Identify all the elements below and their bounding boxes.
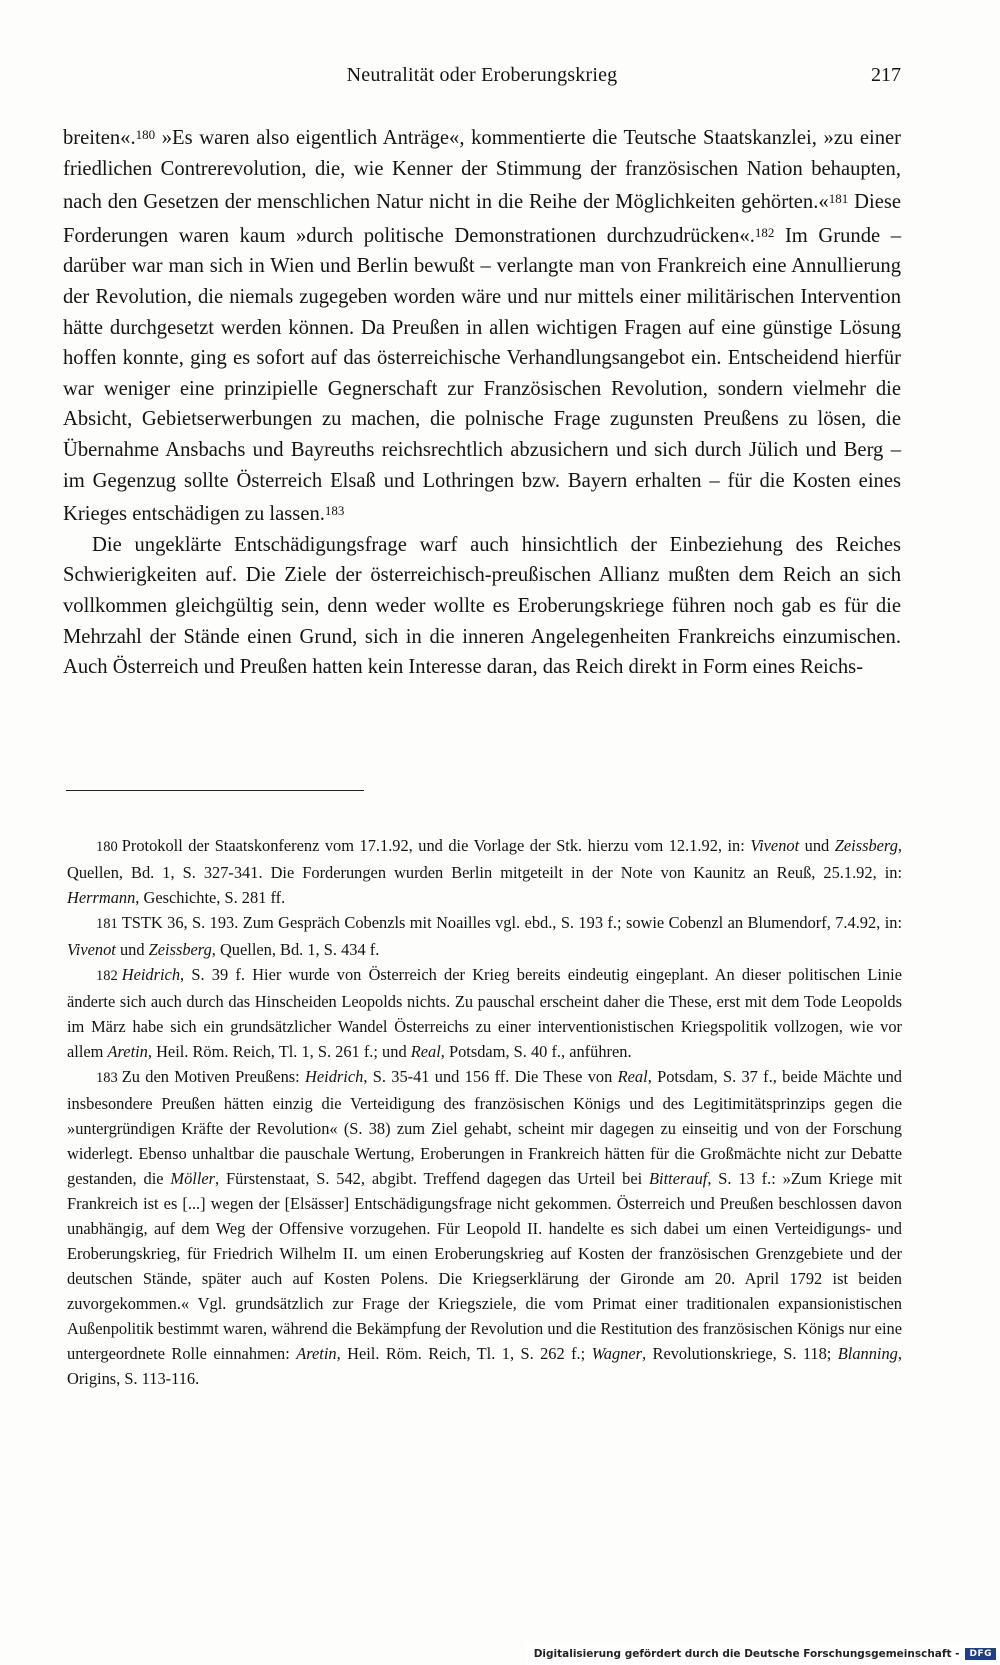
text-run: breiten«. (63, 127, 136, 149)
digitization-footer (526, 1643, 1000, 1665)
author-name: Bitterauf (649, 1169, 708, 1188)
text-run: , Geschichte, S. 281 ff. (135, 888, 286, 907)
text-run: Im Grunde – darüber war man sich in Wien und Berlin bewußt – verlangte man von Frankreich eine Annullierung der Revolution, die niemals zugegeben worden wäre und nur mittels einer militärischen Intervention hätte durchgesetzt werden können. Da Preußen in allen wichtigen Fragen auf eine günstige Lösung hoffen konnte, ging es sofort auf das österreichische Verhandlungsangebot ein. Entscheidend hierfür war weniger eine prinzipielle Gegnerschaft zur Französischen Revolution, sondern vielmehr die Absicht, Gebietserwerbungen zu machen, die polnische Frage zugunsten Preußens zu lösen, die Übernahme Ansbachs und Bayreuths reichsrechtlich abzusichern und sich durch Jülich und Berg – im Gegenzug sollte Österreich Elsaß und Lothringen bzw. Bayern erhalten – für die Kosten eines Krieges entschädigen zu lassen. (63, 224, 901, 526)
author-name: Real (617, 1067, 648, 1086)
author-name: Zeissberg (148, 940, 212, 959)
body-paragraph (63, 530, 901, 683)
footnote-number: 181 (96, 916, 118, 932)
author-name: Zeissberg (834, 836, 898, 855)
text-run: , Revolutionskriege, S. 118; (642, 1344, 838, 1363)
text-run: , Fürstenstaat, S. 542, abgibt. Treffend dagegen das Urteil bei (215, 1169, 650, 1188)
footnote-181 (67, 910, 902, 962)
footnotes (67, 833, 902, 1391)
body-paragraph (63, 120, 901, 530)
author-name: Herrmann (67, 888, 136, 907)
footnote-separator (66, 790, 364, 791)
author-name: Vivenot (67, 940, 116, 959)
footnote-number: 182 (96, 968, 118, 984)
footnote-number: 180 (96, 839, 118, 855)
text-run: »Es waren also eigentlich Anträge«, kommentierte die Teutsche Staatskanzlei, »zu einer friedlichen Contrerevolution, die, wie Kenner der Stimmung der französischen Nation behaupten, nach den Gesetzen der menschlichen Natur nicht in die Reihe der Möglichkeiten gehörten.« (63, 127, 901, 214)
text-run: , Potsdam, S. 37 f., beide Mächte und insbesondere Preußen hätten einzig die Verteidigung des französischen Königs und des Legitimitätsprinzips gegen die »untergründigen Kräfte der Revolution« (S. 38) zum Ziel gehabt, scheint mir dagegen zu einseitig und von der Forschung widerlegt. Ebenso unhaltbar die pauschale Wertung, Eroberungen in Frankreich hätten für die Großmächte nicht zur Debatte gestanden, die (67, 1067, 902, 1188)
text-run: Protokoll der Staatskonferenz vom 17.1.92, und die Vorlage der Stk. hierzu vom 12.1.92, in: (121, 836, 751, 855)
author-name: Aretin (296, 1344, 337, 1363)
author-name: Real (410, 1042, 441, 1061)
text-run: , S. 13 f.: »Zum Kriege mit Frankreich ist es [...] wegen der [Elsässer] Entschädigungsfrage nicht gekommen. Österreich und Preußen beschlossen davon unabhängig, auf dem Weg der Offensive vorzugehen. Für Leopold II. handelte es sich dabei um einen Verteidigungs- und Eroberungskrieg, für Friedrich Wilhelm II. um einen Eroberungskrieg auf Kosten der französischen Grenzgebiete und der deutschen Stände, später auch auf Kosten Polens. Die Kriegserklärung der Gironde am 20. April 1792 ist beiden zuvorgekommen.« Vgl. grundsätzlich zur Frage der Kriegsziele, die vom Primat einer traditionalen expansionistischen Außenpolitik bestimmt waren, während die Bekämpfung der Revolution und die Restitution des französischen Königs nur eine untergeordnete Rolle einnahmen: (67, 1169, 902, 1363)
footnote-reference: 183 (324, 503, 345, 519)
text-run: , Quellen, Bd. 1, S. 327-341. Die Forderungen wurden Berlin mitgeteilt in der Note von Kaunitz an Reuß, 25.1.92, in: (67, 836, 902, 882)
footnote-reference: 182 (754, 224, 775, 240)
body-text (63, 120, 901, 683)
author-name: Aretin (107, 1042, 148, 1061)
text-run: und (115, 940, 149, 959)
text-run: TSTK 36, S. 193. Zum Gespräch Cobenzls mit Noailles vgl. ebd., S. 193 f.; sowie Cobenzl an Blumendorf, 7.4.92, in: (121, 913, 902, 932)
text-run: Diese Forderungen waren kaum »durch politische Demonstrationen durchzudrücken«. (63, 191, 901, 247)
running-title: Neutralität oder Eroberungskrieg (346, 64, 618, 86)
author-name: Heidrich (121, 965, 181, 984)
text-run: , S. 35-41 und 156 ff. Die These von (363, 1067, 618, 1086)
text-run: , Origins, S. 113-116. (67, 1344, 902, 1388)
author-name: Heidrich (305, 1067, 364, 1086)
text-run: , S. 39 f. Hier wurde von Österreich der Krieg bereits eindeutig eingeplant. An dieser politischen Linie änderte sich auch durch das Hinscheiden Leopolds nichts. Zu pauschal erscheint daher die These, erst mit dem Tode Leopolds im März habe sich ein grundsätzlicher Wandel Österreichs zu einer interventionistischen Kriegspolitik vollzogen, wie vor allem (67, 965, 902, 1061)
author-name: Blanning (837, 1344, 898, 1363)
text-run: , Heil. Röm. Reich, Tl. 1, S. 261 f.; und (147, 1042, 411, 1061)
author-name: Vivenot (750, 836, 800, 855)
text-run: Die ungeklärte Entschädigungsfrage warf auch hinsichtlich der Einbeziehung des Reiches Schwierigkeiten auf. Die Ziele der österreichisch-preußischen Allianz mußten dem Reich an sich vollkommen gleichgültig sein, denn weder wollte es Eroberungskriege führen noch gab es für die Mehrzahl der Stände einen Grund, sich in die inneren Angelegenheiten Frankreichs einzumischen. Auch Österreich und Preußen hatten kein Interesse daran, das Reich direkt in Form eines Reichs- (63, 533, 901, 679)
dfg-logo: DFG (965, 1648, 996, 1660)
footnote-180 (67, 833, 902, 910)
text-run: , Heil. Röm. Reich, Tl. 1, S. 262 f.; (336, 1344, 592, 1363)
footnote-number: 183 (96, 1070, 118, 1086)
footnote-reference: 180 (135, 127, 156, 142)
footnote-reference: 181 (828, 191, 849, 207)
footnote-183 (67, 1064, 902, 1391)
footer-credit: Digitalisierung gefördert durch die Deutsche Forschungsgemeinschaft - (533, 1648, 960, 1660)
page-header (63, 64, 901, 94)
author-name: Wagner (591, 1344, 642, 1363)
footnote-182 (67, 962, 902, 1064)
text-run: Zu den Motiven Preußens: (121, 1067, 306, 1086)
text-run: , Quellen, Bd. 1, S. 434 f. (211, 940, 380, 959)
page-number: 217 (871, 64, 901, 86)
text-run: , Potsdam, S. 40 f., anführen. (440, 1042, 632, 1061)
text-run: und (799, 836, 835, 855)
author-name: Möller (170, 1169, 216, 1188)
